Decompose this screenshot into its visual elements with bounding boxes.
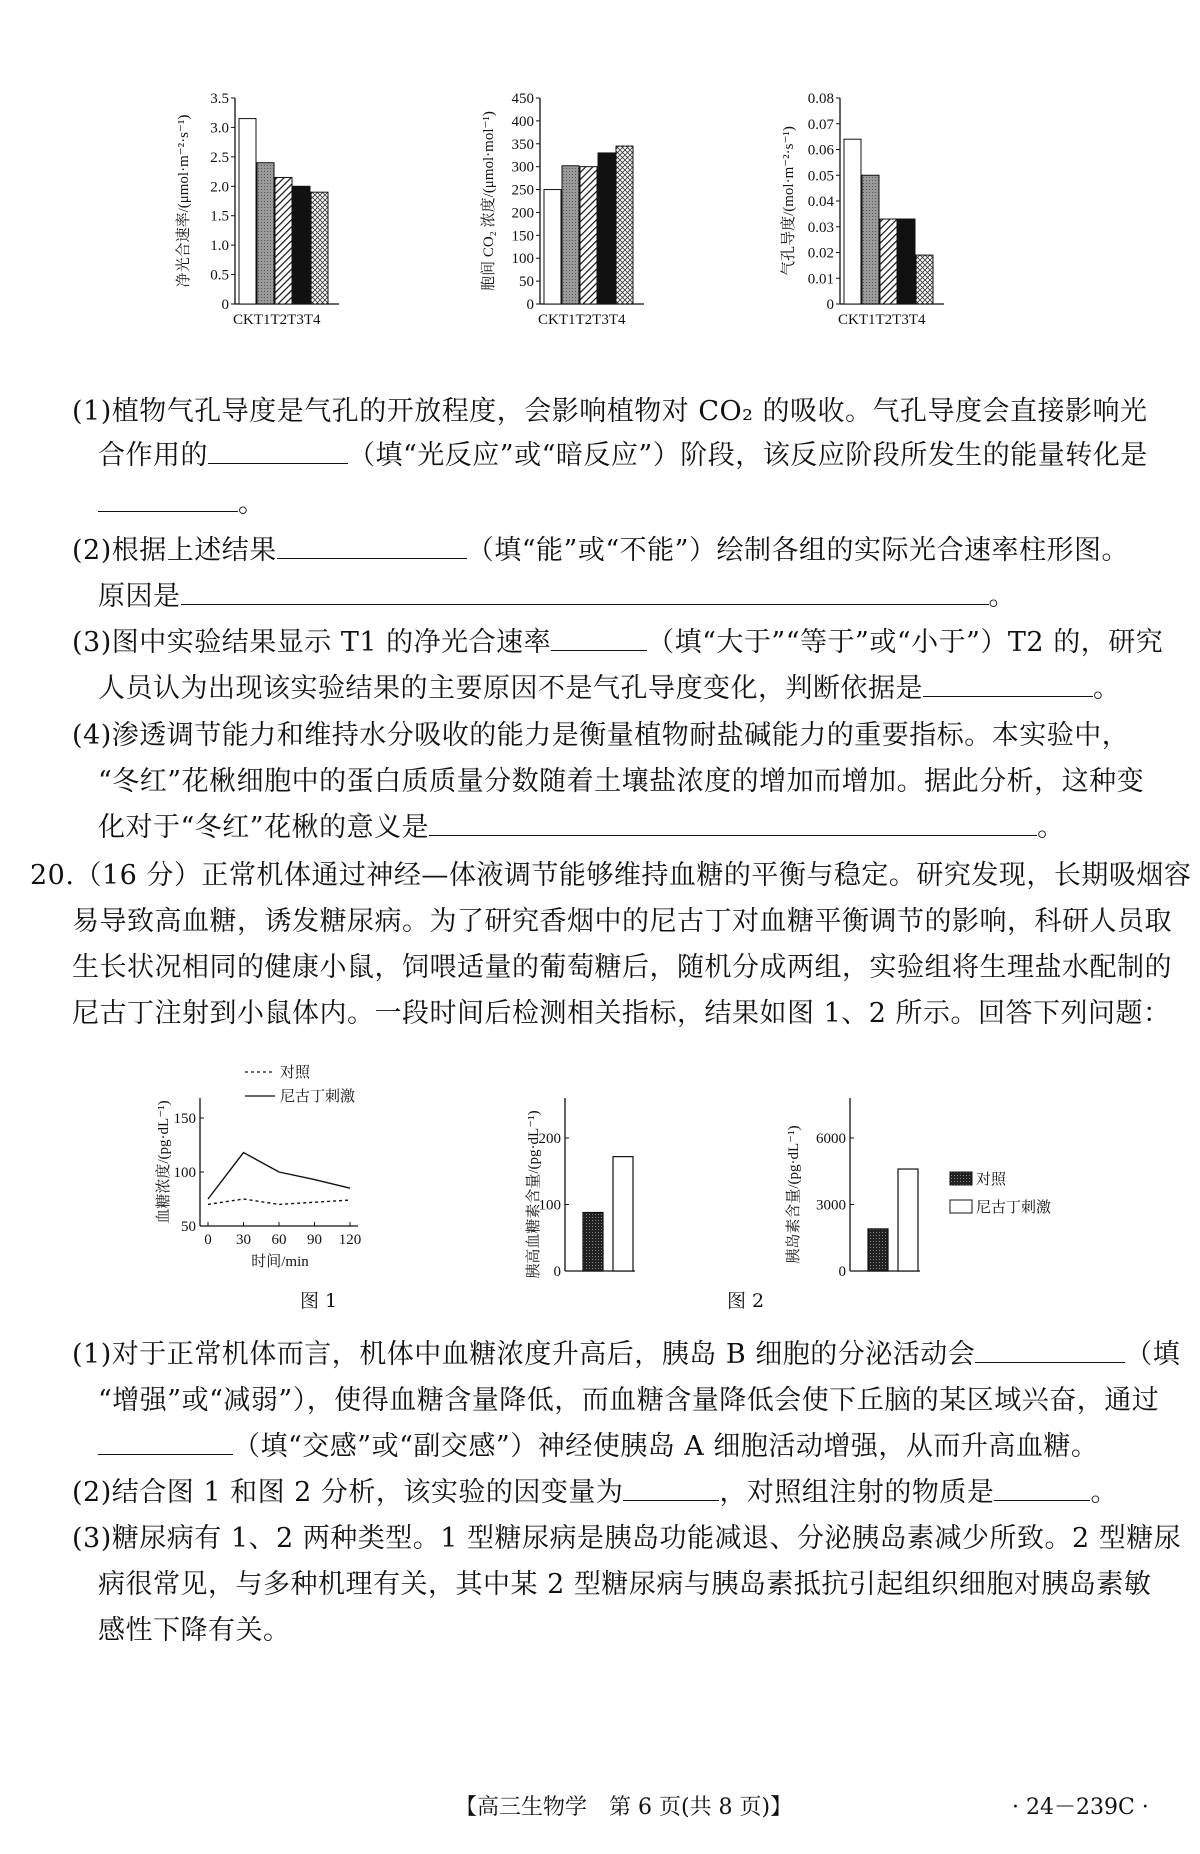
y-tick-label: 0.07 [807, 116, 834, 133]
y-tick-label: 50 [181, 1219, 196, 1235]
legend-nicotine-swatch [950, 1200, 972, 1213]
y-tick-label: 450 [511, 91, 534, 107]
y-tick-label: 150 [173, 1111, 196, 1127]
y-tick-label: 150 [511, 228, 534, 245]
y-tick-label: 1.5 [210, 208, 229, 225]
answer-blank[interactable] [551, 620, 647, 651]
y-axis-label: 血糖浓度/(pg·dL⁻¹) [156, 1100, 172, 1224]
q19-p4-line2: “冬红”花楸细胞中的蛋白质质量分数随着土壤盐浓度的增加而增加。据此分析，这种变 [98, 766, 1145, 797]
answer-blank[interactable] [181, 574, 989, 605]
y-tick-label: 6000 [816, 1131, 846, 1147]
y-tick-label: 2.0 [210, 179, 229, 196]
answer-blank[interactable] [429, 805, 1037, 836]
y-tick-label: 50 [519, 274, 534, 291]
bar-nicotine [613, 1157, 633, 1271]
legend-control-label: 对照 [976, 1172, 1007, 1188]
q19-p3-c: 人员认为出现该实验结果的主要原因不是气孔导度变化，判断依据是 [98, 673, 923, 704]
q20-p1-a: (1)对于正常机体而言，机体中血糖浓度升高后，胰岛 B 细胞的分泌活动会 [72, 1339, 976, 1370]
answer-blank[interactable] [623, 1470, 719, 1501]
bar-t4 [311, 192, 328, 304]
footer-code: · 24－239C · [1012, 1795, 1149, 1820]
q19-p4-a: 化对于“冬红”花楸的意义是 [98, 812, 430, 843]
q19-p1-line1: (1)植物气孔导度是气孔的开放程度，会影响植物对 CO₂ 的吸收。气孔导度会直接影响光 [72, 396, 1148, 427]
intercellular-co2-chart [481, 90, 685, 390]
x-tick-labels: CKT1T2T3T4 [838, 312, 926, 328]
q20-p3-line3: 感性下降有关。 [98, 1615, 291, 1646]
legend-control-label: 对照 [280, 1065, 311, 1081]
y-tick-label: 100 [538, 1197, 561, 1214]
y-tick-label: 3.0 [210, 120, 229, 137]
bar-t1 [562, 166, 579, 304]
y-tick-label: 100 [173, 1165, 196, 1181]
q20-p1-c: （填“交感”或“副交感”）神经使胰岛 A 细胞活动增强，从而升高血糖。 [233, 1431, 1099, 1462]
y-tick-label: 0.06 [807, 142, 834, 159]
y-tick-label: 3000 [816, 1197, 846, 1214]
x-tick-label: 120 [338, 1232, 362, 1248]
y-tick-label: 0.04 [807, 194, 834, 210]
bar-t1 [862, 175, 879, 304]
bar-nicotine [898, 1169, 918, 1271]
q19-p3-a: (3)图中实验结果显示 T1 的净光合速率 [72, 627, 552, 658]
y-tick-label: 0.01 [807, 271, 834, 288]
y-tick-label: 0.5 [210, 267, 229, 284]
x-tick-label: 60 [271, 1232, 287, 1248]
x-tick-labels: CKT1T2T3T4 [538, 312, 626, 328]
y-axis-label: 气孔导度/(mol·m⁻²·s⁻¹) [781, 126, 797, 276]
y-tick-label: 0 [526, 297, 534, 313]
x-axis-label: 时间/min [251, 1254, 309, 1270]
bar-t3 [898, 219, 915, 304]
y-tick-label: 3.5 [210, 91, 229, 107]
q19-p1-line2-b: （填“光反应”或“暗反应”）阶段，该反应阶段所发生的能量转化是 [348, 440, 1148, 471]
net-photosynthesis-chart [176, 90, 380, 390]
y-tick-label: 250 [511, 182, 534, 199]
answer-blank[interactable] [277, 528, 467, 559]
legend-nicotine-label: 尼古丁刺激 [280, 1089, 356, 1105]
bar-t2 [880, 219, 897, 304]
bar-t4 [916, 255, 933, 304]
answer-blank[interactable] [208, 433, 348, 464]
period: 。 [1037, 812, 1065, 843]
y-tick-label: 200 [511, 205, 534, 222]
y-tick-label: 0 [826, 297, 834, 313]
legend-nicotine-label: 尼古丁刺激 [976, 1200, 1052, 1216]
y-tick-label: 0 [838, 1264, 846, 1280]
q20-line4: 尼古丁注射到小鼠体内。一段时间后检测相关指标，结果如图 1、2 所示。回答下列问题： [72, 998, 1171, 1029]
y-axis-label: 胰高血糖素含量/(pg·dL⁻¹) [526, 1110, 542, 1279]
period: 。 [1090, 1477, 1118, 1508]
y-tick-label: 1.0 [210, 238, 229, 255]
figure-1-caption: 图 1 [300, 1290, 338, 1312]
answer-blank[interactable] [923, 666, 1093, 697]
q20-p2-a: (2)结合图 1 和图 2 分析，该实验的因变量为 [72, 1477, 624, 1508]
bar-t3 [598, 153, 615, 304]
bar-t3 [293, 186, 310, 304]
y-tick-label: 0.02 [807, 245, 834, 262]
bar-ck [844, 139, 861, 304]
q20-p1-line2: “增强”或“减弱”），使得血糖含量降低，而血糖含量降低会使下丘脑的某区域兴奋，通过 [98, 1385, 1160, 1416]
blood-glucose-chart [150, 1058, 490, 1288]
bar-ck [544, 190, 561, 304]
bar-control [868, 1229, 888, 1271]
y-tick-label: 0.03 [807, 219, 834, 236]
period: 。 [988, 581, 1016, 612]
bar-t2 [580, 167, 597, 304]
glucagon-chart [520, 1058, 670, 1288]
q19-p4-line1: (4)渗透调节能力和维持水分吸收的能力是衡量植物耐盐碱能力的重要指标。本实验中， [72, 720, 1130, 751]
q20-p2-b: ，对照组注射的物质是 [719, 1477, 995, 1508]
x-tick-label: 90 [307, 1232, 322, 1248]
x-tick-label: 30 [236, 1232, 251, 1248]
y-axis-label: 胰岛素含量/(pg·dL⁻¹) [786, 1125, 802, 1264]
q19-p1-line2-a: 合作用的 [98, 440, 208, 471]
q20-line3: 生长状况相同的健康小鼠，饲喂适量的葡萄糖后，随机分成两组，实验组将生理盐水配制的 [72, 952, 1172, 983]
y-axis-label: 胞间 CO₂ 浓度/(μmol·mol⁻¹) [481, 111, 497, 291]
period: 。 [238, 488, 266, 519]
answer-blank[interactable] [98, 481, 238, 512]
bar-ck [239, 119, 256, 304]
y-tick-label: 0.08 [807, 91, 834, 107]
y-tick-label: 2.5 [210, 149, 229, 166]
x-tick-label: 0 [204, 1232, 212, 1248]
q19-p2-a: (2)根据上述结果 [72, 535, 277, 566]
q19-p2-b: （填“能”或“不能”）绘制各组的实际光合速率柱形图。 [466, 535, 1129, 566]
figure-2-caption: 图 2 [727, 1290, 765, 1312]
insulin-chart [780, 1058, 1080, 1288]
y-tick-label: 0.05 [807, 168, 834, 185]
nicotine-line [208, 1153, 350, 1199]
y-tick-label: 200 [538, 1131, 561, 1147]
q20-line1: 20.（16 分）正常机体通过神经—体液调节能够维持血糖的平衡与稳定。研究发现，长期吸烟容 [30, 860, 1192, 891]
q20-p1-b: （填 [1125, 1339, 1181, 1370]
q19-p2-c: 原因是 [98, 581, 181, 612]
q20-p3-line1: (3)糖尿病有 1、2 两种类型。1 型糖尿病是胰岛功能减退、分泌胰岛素减少所致。2 型糖尿 [72, 1523, 1182, 1554]
period: 。 [1093, 673, 1121, 704]
y-tick-label: 300 [511, 159, 534, 176]
bar-t4 [616, 146, 633, 304]
bar-t2 [275, 177, 292, 304]
q20-line2: 易导致高血糖，诱发糖尿病。为了研究香烟中的尼古丁对血糖平衡调节的影响，科研人员取 [72, 906, 1172, 937]
y-tick-label: 0 [221, 297, 229, 313]
x-tick-labels: CKT1T2T3T4 [233, 312, 321, 328]
bar-t1 [257, 163, 274, 304]
control-line [208, 1199, 350, 1204]
answer-blank[interactable] [975, 1332, 1125, 1363]
stomatal-conductance-chart [781, 90, 985, 390]
footer-page-info: 【高三生物学 第 6 页(共 8 页)】 [455, 1795, 793, 1820]
bar-control [583, 1212, 603, 1271]
y-tick-label: 350 [511, 136, 534, 153]
legend-control-swatch [950, 1172, 972, 1185]
answer-blank[interactable] [994, 1470, 1090, 1501]
y-tick-label: 400 [511, 113, 534, 130]
q19-p3-b: （填“大于”“等于”或“小于”）T2 的，研究 [647, 627, 1164, 658]
q20-p3-line2: 病很常见，与多种机理有关，其中某 2 型糖尿病与胰岛素抵抗引起组织细胞对胰岛素敏 [98, 1569, 1152, 1600]
y-tick-label: 100 [511, 251, 534, 268]
answer-blank[interactable] [98, 1424, 233, 1455]
y-tick-label: 0 [553, 1264, 561, 1280]
y-axis-label: 净光合速率/(μmol·m⁻²·s⁻¹) [176, 114, 192, 288]
